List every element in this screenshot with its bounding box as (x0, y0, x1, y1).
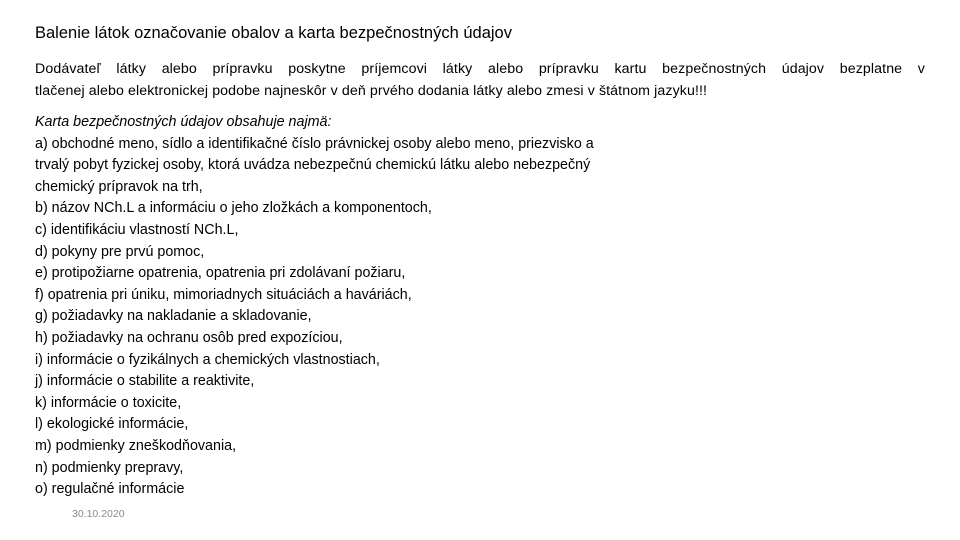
list-item: h) požiadavky na ochranu osôb pred expozíciou, (35, 329, 343, 346)
list-item: f) opatrenia pri úniku, mimoriadnych situáciách a haváriách, (35, 286, 412, 303)
intro-line-2: tlačenej alebo elektronickej podobe najneskôr v deň prvého dodania látky alebo zmesi v štátnom jazyku!!! (35, 83, 708, 99)
list-item: trvalý pobyt fyzickej osoby, ktorá uvádza nebezpečnú chemickú látku alebo nebezpečný (35, 157, 591, 174)
list-item: l) ekologické informácie, (35, 416, 189, 433)
list-item: k) informácie o toxicite, (35, 394, 182, 411)
list-item: m) podmienky zneškodňovania, (35, 437, 237, 454)
list-item: n) podmienky prepravy, (35, 459, 184, 476)
contents-heading: Karta bezpečnostných údajov obsahuje najmä: (35, 114, 332, 130)
list-item: d) pokyny pre prvú pomoc, (35, 243, 205, 260)
list-item: chemický prípravok na trh, (35, 178, 203, 195)
list-item: i) informácie o fyzikálnych a chemických vlastnostiach, (35, 351, 380, 368)
list-item: j) informácie o stabilite a reaktivite, (35, 373, 255, 390)
list-item: b) názov NCh.L a informáciu o jeho zložkách a komponentoch, (35, 200, 432, 217)
intro-paragraph (35, 58, 925, 102)
footer-date: 30.10.2020 (72, 508, 125, 520)
intro-line-1: Dodávateľ látky alebo prípravku poskytne príjemcovi látky alebo prípravku kartu bezpečnostných údajov bezplatne v (35, 61, 925, 77)
list-item: c) identifikáciu vlastností NCh.L, (35, 221, 239, 238)
list-item: e) protipožiarne opatrenia, opatrenia pri zdolávaní požiaru, (35, 265, 406, 282)
sds-contents (35, 112, 715, 501)
list-item: g) požiadavky na nakladanie a skladovanie, (35, 308, 312, 325)
page-title: Balenie látok označovanie obalov a karta bezpečnostných údajov (35, 24, 512, 42)
list-item: a) obchodné meno, sídlo a identifikačné číslo právnickej osoby alebo meno, priezvisko a (35, 135, 594, 152)
list-item: o) regulačné informácie (35, 481, 185, 498)
